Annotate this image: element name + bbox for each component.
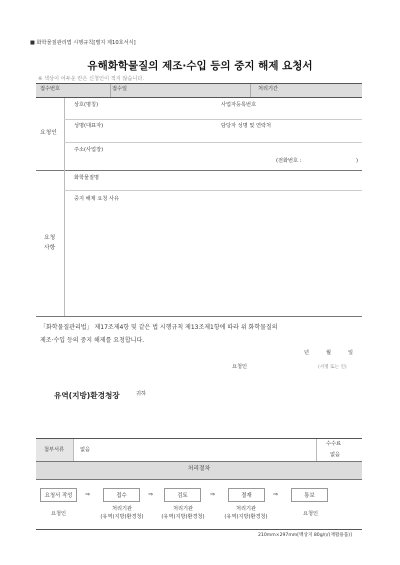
- attachments-label: 첨부서류: [44, 447, 65, 453]
- form-note: ※ 색상이 어두운 란은 신청인이 적지 않습니다.: [38, 76, 145, 82]
- receipt-date-label: 접수일: [112, 86, 128, 92]
- form-title: 유해화학물질의 제조·수입 등의 중지 해제 요청서: [87, 60, 313, 72]
- actor-2-line-1: 처리기관: [172, 506, 194, 512]
- step-notify: 통보: [291, 488, 328, 502]
- step-write-request: 요청서 작성: [40, 488, 77, 502]
- receipt-row: [36, 84, 362, 97]
- form-reference: ■ 화학물질관리법 시행규칙[별지 제10호서식]: [30, 40, 136, 46]
- fee-label: 수수료: [326, 441, 342, 447]
- representative-name-field[interactable]: 성명(대표자): [74, 123, 104, 129]
- applicant-section-label: 요청인: [40, 130, 57, 136]
- procedure-title: 처리절차: [187, 466, 211, 472]
- step-review: 검토: [164, 488, 201, 502]
- paper-spec: 210mm×297mm[백상지 80g/㎡(재활용품)]: [258, 533, 352, 538]
- actor-3-line-1: 처리기관: [235, 506, 257, 512]
- step-approve: 결재: [228, 488, 265, 502]
- chemical-name-field[interactable]: 화학물질명: [74, 175, 100, 181]
- receipt-number-label: 접수번호: [40, 86, 61, 92]
- declaration-line-1: 「화학물질관리법」 제17조제4항 및 같은 법 시행규칙 제13조제1항에 따라 위 화학물질의: [40, 324, 278, 331]
- actor-2-line-2: (유역(지방)환경청): [161, 514, 205, 520]
- processing-period-label: 처리기간: [258, 86, 279, 92]
- actor-4: 요청인: [302, 511, 319, 517]
- arrow-right-icon: ⇒: [273, 491, 279, 498]
- attachments-value: 없음: [80, 447, 91, 453]
- arrow-right-icon: ⇒: [85, 491, 91, 498]
- addressee-suffix: 귀하: [136, 391, 147, 397]
- actor-1-line-1: 처리기관: [111, 506, 133, 512]
- actor-3-line-2: (유역(지방)환경청): [224, 514, 268, 520]
- phone-close: ): [356, 158, 359, 164]
- applicant-signature-label: 요청인: [232, 364, 248, 370]
- fee-value: 없음: [330, 452, 341, 458]
- company-name-field[interactable]: 상호(명칭): [74, 102, 99, 108]
- address-field[interactable]: 주소(사업장): [74, 147, 104, 153]
- step-receive: 접수: [103, 488, 140, 502]
- actor-0: 요청인: [50, 511, 67, 517]
- date-month-label[interactable]: 월: [326, 350, 332, 356]
- request-section-label-2: 사항: [44, 245, 56, 251]
- arrow-right-icon: ⇒: [148, 491, 154, 498]
- addressee: 유역(지방)환경청장: [54, 391, 120, 400]
- business-registration-field[interactable]: 사업자등록번호: [221, 102, 257, 108]
- contact-person-field[interactable]: 담당자 성명 및 연락처: [221, 123, 272, 129]
- request-section-label-1: 요청: [44, 235, 56, 241]
- date-day-label[interactable]: 일: [348, 350, 354, 356]
- date-year-label[interactable]: 년: [304, 350, 310, 356]
- signature-note[interactable]: (서명 또는 인): [318, 365, 347, 370]
- reason-field[interactable]: 중지 해제 요청 사유: [74, 196, 120, 202]
- actor-1-line-2: (유역(지방)환경청): [100, 514, 144, 520]
- phone-label[interactable]: (전화번호 :: [276, 158, 302, 164]
- arrow-right-icon: ⇒: [210, 491, 216, 498]
- declaration-line-2: 제조·수입 등의 중지 해제를 요청합니다.: [40, 337, 145, 344]
